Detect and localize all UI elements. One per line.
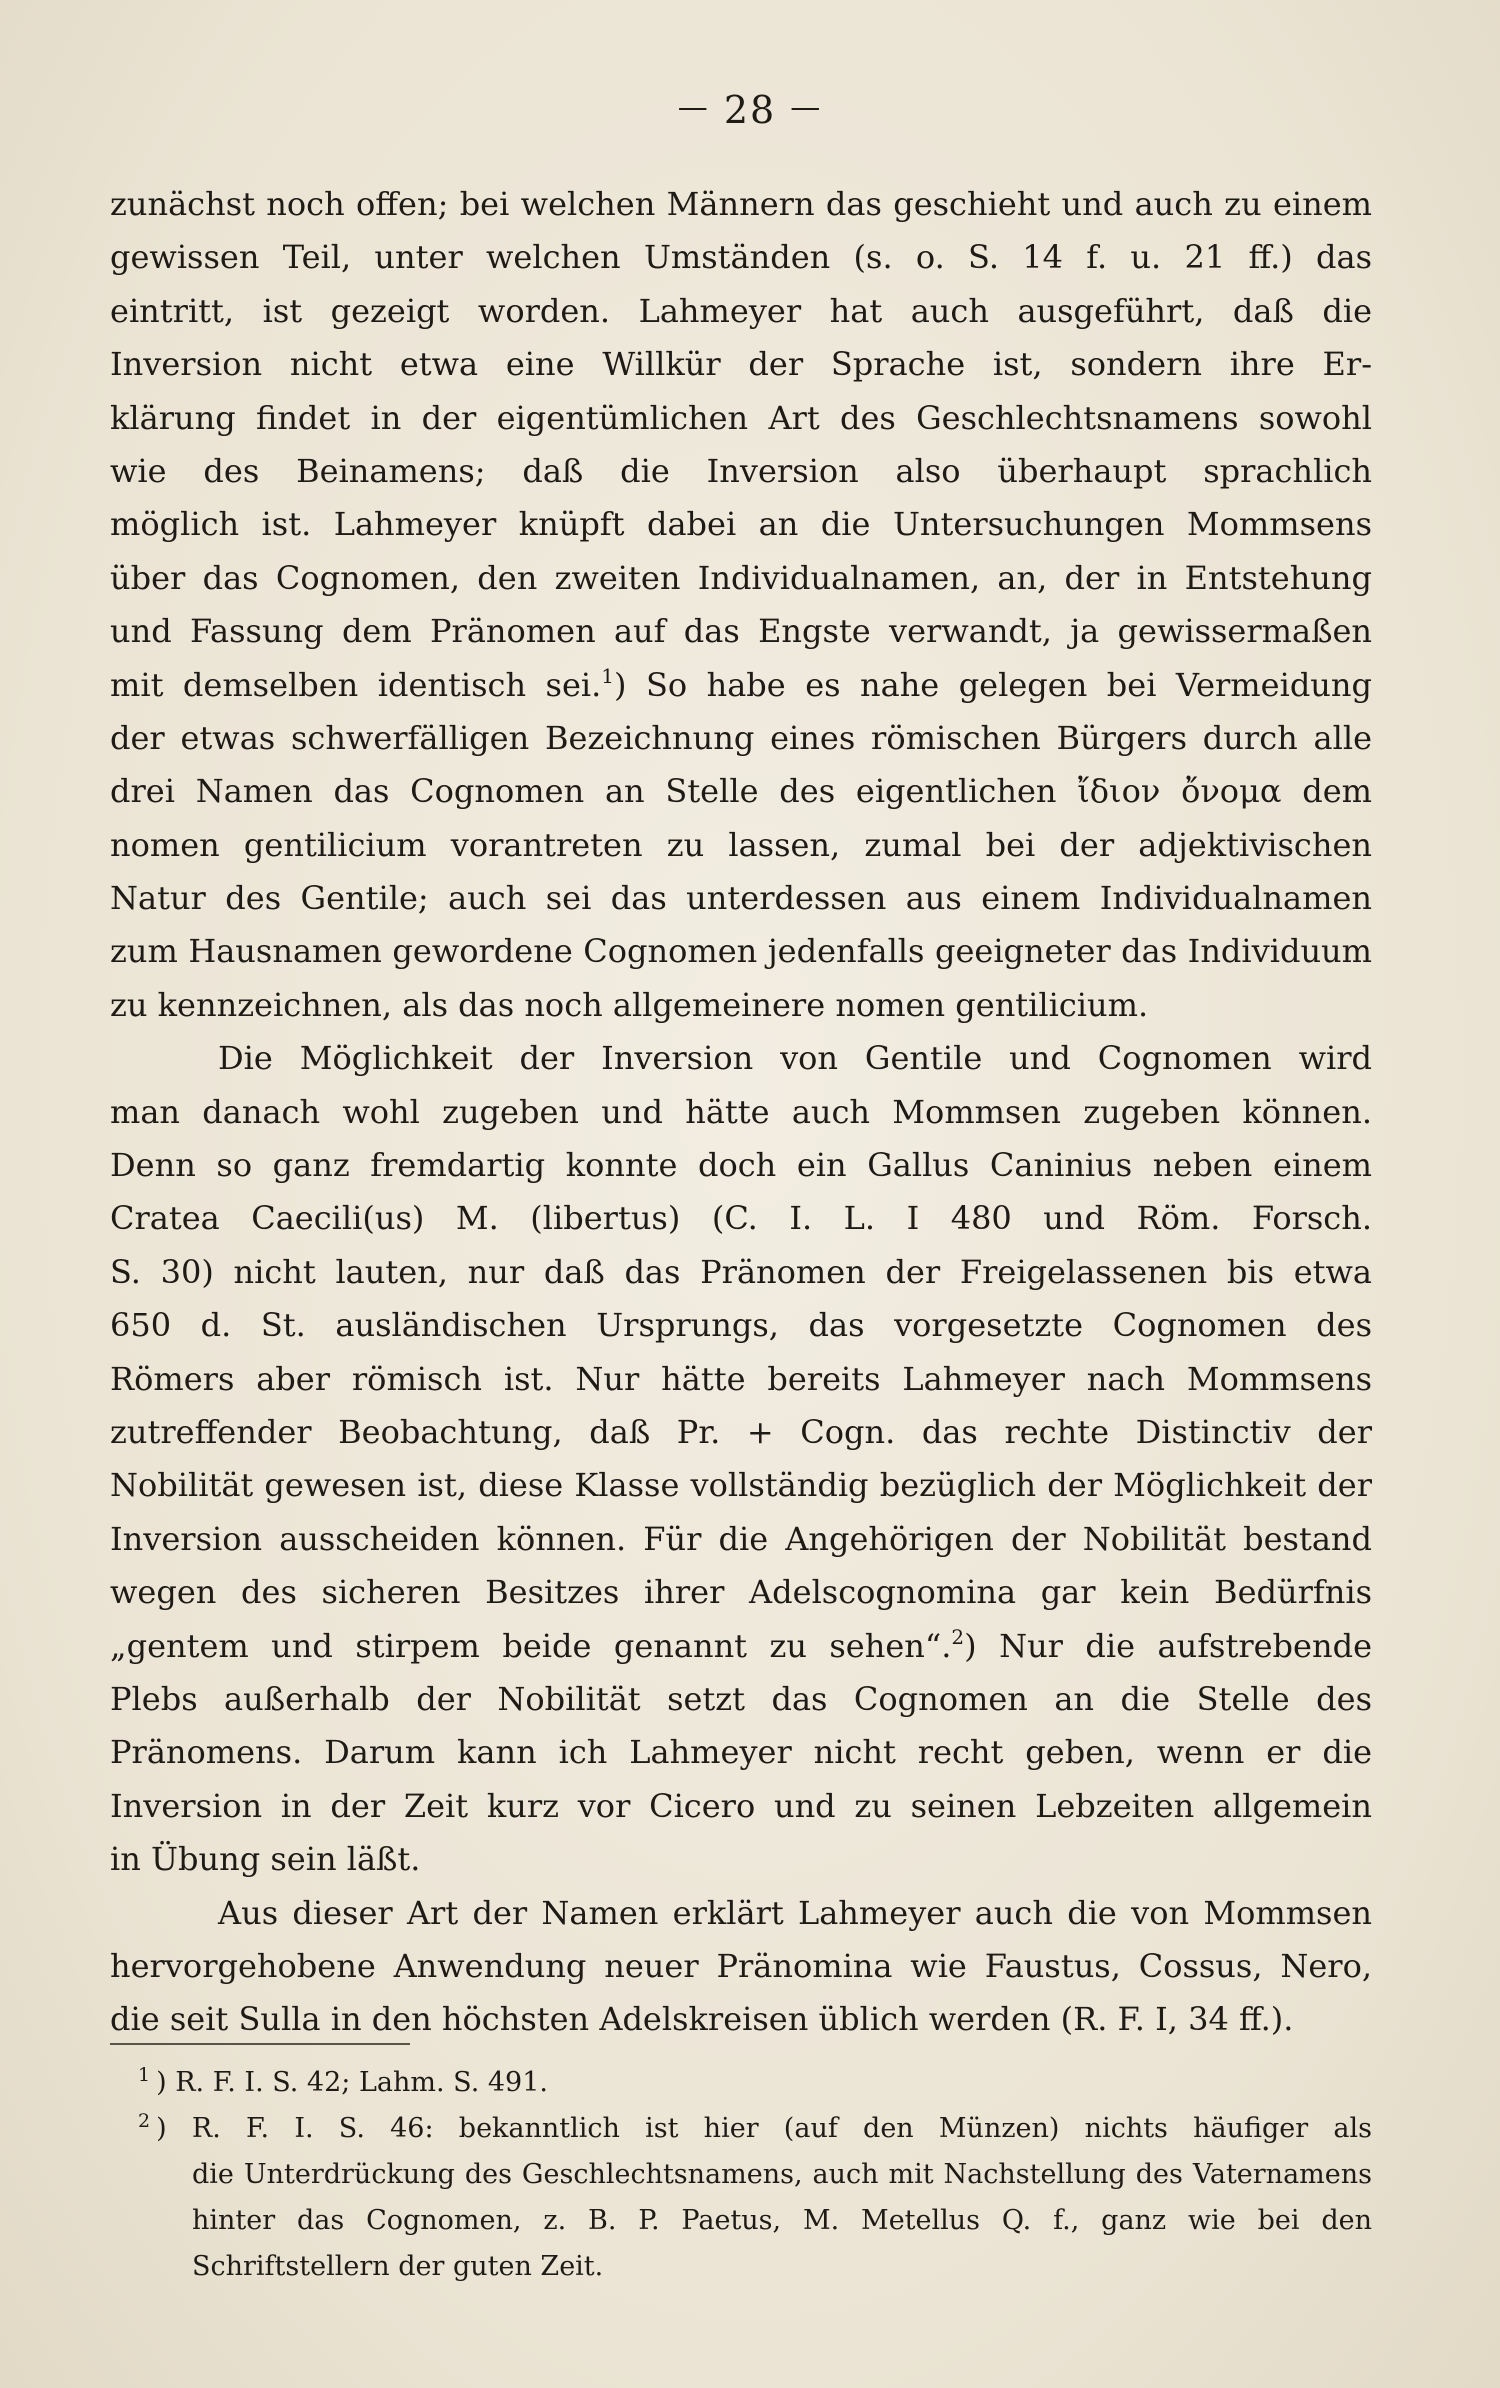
text-line: über das Cognomen, den zweiten Individualnamen, an, der in Entstehung <box>110 558 1372 597</box>
paragraph-start-line: Die Möglichkeit der Inversion von Gentile und Cognomen wird <box>218 1039 1372 1078</box>
footnote-continuation: hinter das Cognomen, z. B. P. Paetus, M. Metellus Q. f., ganz wie bei den <box>192 2205 1372 2236</box>
text-line: zunächst noch offen; bei welchen Männern das geschieht und auch zu einem <box>110 185 1372 223</box>
footnote-mark: 2 <box>138 2110 151 2132</box>
text-line: klärung findet in der eigentümlichen Art des Geschlechtsnamens sowohl <box>110 398 1372 437</box>
text-line-with-footnote: „gentem und stirpem beide genannt zu sehen“.$^2$) Nur die aufstrebende <box>110 1624 1372 1665</box>
text-line: S. 30) nicht lauten, nur daß das Pränomen der Freigelassenen bis etwa <box>110 1252 1372 1291</box>
text-line: Pränomens. Darum kann ich Lahmeyer nicht recht geben, wenn er die <box>110 1733 1372 1772</box>
footnote-text: R. F. I. S. 42; Lahm. S. 491. <box>175 2067 548 2098</box>
ornament-dash-left: — <box>677 90 710 125</box>
ornament-dash-right: — <box>790 90 823 125</box>
footnote-ref-1[interactable]: 1 <box>601 663 615 688</box>
text-line: zutreffender Beobachtung, daß Pr. + Cogn. das rechte Distinctiv der <box>110 1412 1372 1451</box>
text-line: eintritt, ist gezeigt worden. Lahmeyer hat auch ausgeführt, daß die <box>110 291 1372 330</box>
text-line-with-footnote: mit demselben identisch sei.$^1$) So habe es nahe gelegen bei Vermeidung <box>110 663 1372 704</box>
text-line: gewissen Teil, unter welchen Umständen (s. o. S. 14 f. u. 21 ff.) das <box>110 238 1372 277</box>
page-number: 28 <box>723 88 777 132</box>
main-text <box>110 178 1372 2047</box>
text-segment: „gentem und stirpem beide genannt zu sehen“. <box>110 1626 952 1665</box>
text-segment: Nur die aufstrebende <box>976 1626 1372 1665</box>
text-line: Römers aber römisch ist. Nur hätte bereits Lahmeyer nach Mommsens <box>110 1359 1372 1398</box>
page-number-header <box>0 88 1500 132</box>
text-line: man danach wohl zugeben und hätte auch Mommsen zugeben können. <box>110 1092 1372 1131</box>
text-line: drei Namen das Cognomen an Stelle des eigentlichen ἴδιον ὄνομα dem <box>110 772 1372 811</box>
text-line: die seit Sulla in den höchsten Adelskreisen üblich werden (R. F. I, 34 ff.). <box>110 2000 1294 2039</box>
text-line: wie des Beinamens; daß die Inversion also überhaupt sprachlich <box>110 451 1372 490</box>
text-line: in Übung sein läßt. <box>110 1840 421 1879</box>
text-line: hervorgehobene Anwendung neuer Pränomina wie Faustus, Cossus, Nero, <box>110 1946 1372 1985</box>
paragraph-start-line: Aus dieser Art der Namen erklärt Lahmeyer auch die von Mommsen <box>218 1893 1372 1932</box>
text-line: Denn so ganz fremdartig konnte doch ein Gallus Caninius neben einem <box>110 1146 1372 1185</box>
text-line: Inversion ausscheiden können. Für die Angehörigen der Nobilität bestand <box>110 1519 1372 1558</box>
text-line: Inversion nicht etwa eine Willkür der Sprache ist, sondern ihre Er- <box>110 345 1372 384</box>
text-line: nomen gentilicium vorantreten zu lassen, zumal bei der adjektivischen <box>110 825 1372 864</box>
text-line: Cratea Caecili(us) M. (libertus) (C. I. L. I 480 und Röm. Forsch. <box>110 1199 1372 1238</box>
text-line: 650 d. St. ausländischen Ursprungs, das vorgesetzte Cognomen des <box>110 1306 1372 1345</box>
text-line: Nobilität gewesen ist, diese Klasse vollständig bezüglich der Möglichkeit der <box>110 1466 1372 1505</box>
text-line: möglich ist. Lahmeyer knüpft dabei an die Untersuchungen Mommsens <box>110 505 1372 544</box>
text-line: Inversion in der Zeit kurz vor Cicero und zu seinen Lebzeiten allgemein <box>110 1786 1372 1825</box>
text-line: Natur des Gentile; auch sei das unterdessen aus einem Individualnamen <box>110 879 1372 918</box>
text-line: der etwas schwerfälligen Bezeichnung eines römischen Bürgers durch alle <box>110 718 1372 757</box>
text-line: und Fassung dem Pränomen auf das Engste verwandt, ja gewissermaßen <box>110 612 1372 651</box>
footnotes <box>110 2060 1372 2290</box>
footnote-text: R. F. I. S. 46: bekanntlich ist hier (auf den Münzen) nichts häufiger als <box>191 2113 1372 2144</box>
text-segment: So habe es nahe gelegen bei Vermeidung <box>626 665 1372 704</box>
text-line: zu kennzeichnen, als das noch allgemeinere nomen gentilicium. <box>110 985 1149 1024</box>
text-line: zum Hausnamen gewordene Cognomen jedenfalls geeigneter das Individuum <box>110 932 1372 971</box>
footnote-separator <box>110 2043 410 2045</box>
text-line: Plebs außerhalb der Nobilität setzt das Cognomen an die Stelle des <box>110 1679 1372 1718</box>
footnote-ref-2[interactable]: 2 <box>951 1624 965 1649</box>
footnote-2: $^2$ ) R. F. I. S. 46: bekanntlich ist hier (auf den Münzen) nichts häufiger als <box>138 2110 1372 2144</box>
text-line: wegen des sicheren Besitzes ihrer Adelscognomina gar kein Bedürfnis <box>110 1573 1372 1612</box>
footnote-mark: 1 <box>138 2064 151 2086</box>
footnote-continuation: Schriftstellern der guten Zeit. <box>192 2251 604 2282</box>
text-segment: mit demselben identisch sei. <box>110 665 602 704</box>
footnote-1: $^1$ ) R. F. I. S. 42; Lahm. S. 491. <box>138 2064 548 2098</box>
footnote-continuation: die Unterdrückung des Geschlechtsnamens, auch mit Nachstellung des Vaternamens <box>192 2159 1372 2190</box>
